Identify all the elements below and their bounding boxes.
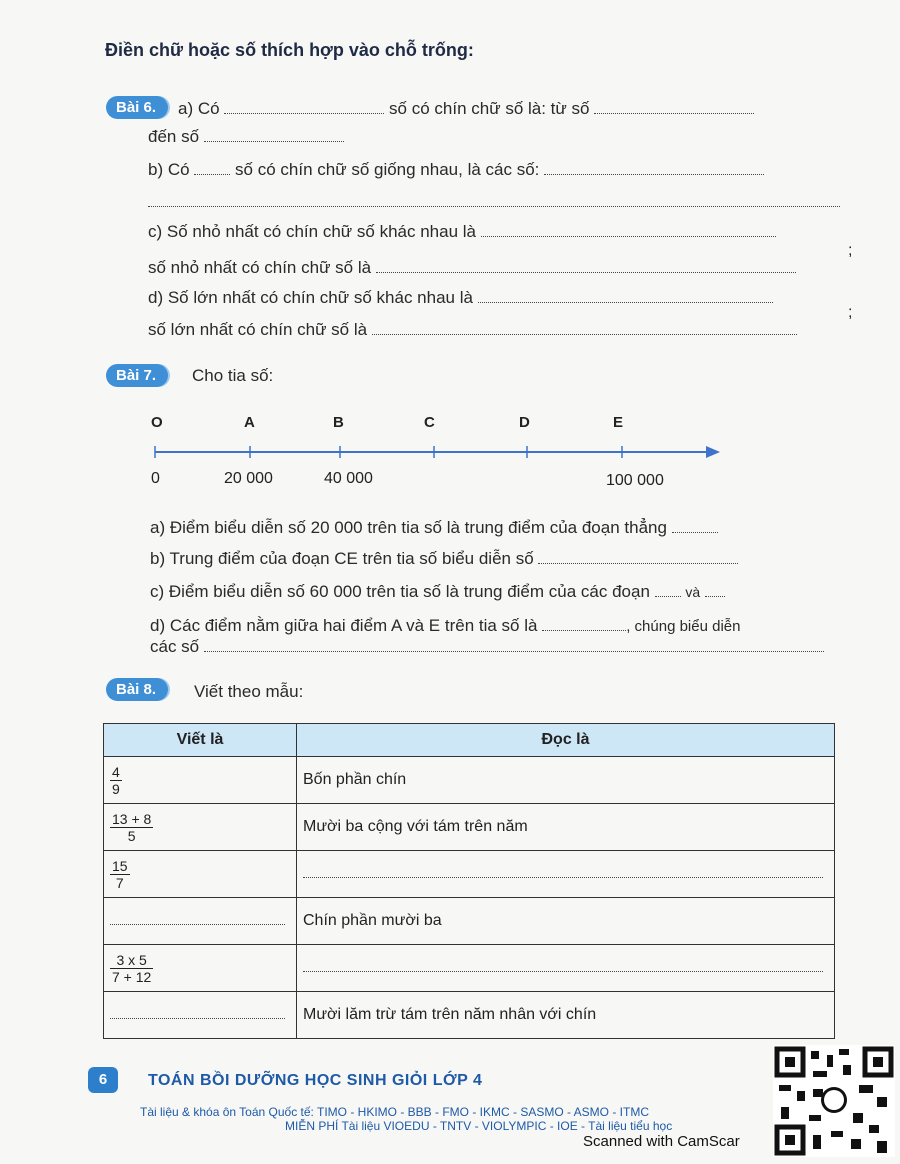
ray-arrow [706,446,720,458]
numerator: 15 [112,857,128,874]
table-row [104,804,835,851]
bai8-badge: Bài 8. [106,678,168,701]
blank[interactable] [303,877,823,878]
fraction [110,952,153,985]
written-cell [104,945,297,992]
point-value-o: 0 [151,470,160,487]
blank[interactable] [538,563,738,564]
denominator: 5 [127,827,136,844]
numerator: 13 + 8 [112,810,152,827]
bai7-d-text1: d) Các điểm nằm giữa hai điểm A và E trên tia số là [150,616,538,635]
point-label-c: C [424,414,435,431]
bai8-title: Viết theo mẫu: [194,682,304,701]
semicolon-mark: ; [848,304,853,321]
bai7-a-text: a) Điểm biểu diễn số 20 000 trên tia số là trung điểm của đoạn thẳng [150,518,667,537]
bai7-d-line1 [150,616,740,636]
fraction [110,764,122,797]
read-cell-blank[interactable] [297,851,835,898]
point-label-o: O [151,414,163,431]
header-doc-la: Đọc là [297,724,835,757]
semicolon-mark: ; [848,242,853,259]
bai6-d-text2: số lớn nhất có chín chữ số là [148,320,368,339]
page-number: 6 [88,1067,118,1093]
page-heading: Điền chữ hoặc số thích hợp vào chỗ trống: [105,40,474,60]
table-header-row [104,724,835,757]
footer-line-2: MIỄN PHÍ Tài liệu VIOEDU - TNTV - VIOLYMPIC - IOE - Tài liệu tiểu học [285,1119,673,1133]
point-value-e: 100 000 [606,472,664,489]
blank[interactable] [672,532,718,533]
bai7-title: Cho tia số: [192,366,274,385]
written-cell [104,804,297,851]
read-cell: Chín phần mười ba [297,898,835,945]
point-label-e: E [613,414,624,431]
footer-line-1: Tài liệu & khóa ôn Toán Quốc tế: TIMO - HKIMO - BBB - FMO - IKMC - SASMO - ASMO - ITMC [140,1105,649,1119]
read-cell-blank[interactable] [297,945,835,992]
qr-code-icon [773,1045,895,1157]
bai6-d-text1: d) Số lớn nhất có chín chữ số khác nhau là [148,288,473,307]
bai6-b-text1: b) Có [148,160,190,179]
blank[interactable] [110,1018,285,1019]
point-value-b: 40 000 [324,470,373,487]
bai7-d-line2 [150,637,824,657]
fraction [110,811,153,844]
point-label-b: B [333,414,344,431]
read-cell: Mười ba cộng với tám trên năm [297,804,835,851]
bai6-c-text1: c) Số nhỏ nhất có chín chữ số khác nhau là [148,222,476,241]
bai7-b-line [150,549,738,569]
denominator: 7 [115,874,124,891]
book-title: TOÁN BỒI DƯỠNG HỌC SINH GIỎI LỚP 4 [148,1072,483,1089]
table-row [104,898,835,945]
numerator: 3 x 5 [110,952,153,969]
bai6-a-text1: a) Có [178,99,220,118]
read-cell: Mười lăm trừ tám trên năm nhân với chín [297,992,835,1039]
point-label-d: D [519,414,530,431]
numerator: 4 [112,763,120,780]
table-row [104,757,835,804]
bai8-table [103,723,835,1039]
bai7-badge: Bài 7. [106,364,168,387]
read-cell: Bốn phần chín [297,757,835,804]
blank[interactable] [204,651,824,652]
point-label-a: A [244,414,255,431]
denominator: 9 [112,780,120,797]
bai6-a-text3: đến số [148,127,200,146]
blank[interactable] [110,924,285,925]
written-cell-blank[interactable] [104,992,297,1039]
header-viet-la: Viết là [104,724,297,757]
table-row [104,851,835,898]
qr-code [773,1045,895,1157]
blank[interactable] [303,971,823,972]
bai6-b-text2: số có chín chữ số giống nhau, là các số: [235,160,540,179]
bai6-badge: Bài 6. [106,96,168,119]
bai7-a-line [150,518,718,538]
bai6-c-text2: số nhỏ nhất có chín chữ số là [148,258,372,277]
table-row [104,945,835,992]
blank[interactable] [542,630,626,631]
written-cell [104,851,297,898]
blank[interactable] [655,596,681,597]
number-ray-svg [0,0,900,500]
bai7-c-line [150,582,725,602]
denominator: 7 + 12 [112,968,152,985]
bai6-a-text2: số có chín chữ số là: từ số [389,99,590,118]
camscanner-watermark: Scanned with CamScar [583,1133,740,1150]
bai7-d-text3: các số [150,637,200,656]
point-value-a: 20 000 [224,470,273,487]
table-row [104,992,835,1039]
bai7-c-text2: và [685,584,701,600]
blank[interactable] [705,596,725,597]
fraction [110,858,130,891]
bai7-d-text2: , chúng biểu diễn [626,618,741,635]
written-cell-blank[interactable] [104,898,297,945]
written-cell [104,757,297,804]
bai7-c-text1: c) Điểm biểu diễn số 60 000 trên tia số là trung điểm của các đoạn [150,582,650,601]
bai7-b-text: b) Trung điểm của đoạn CE trên tia số biểu diễn số [150,549,534,568]
